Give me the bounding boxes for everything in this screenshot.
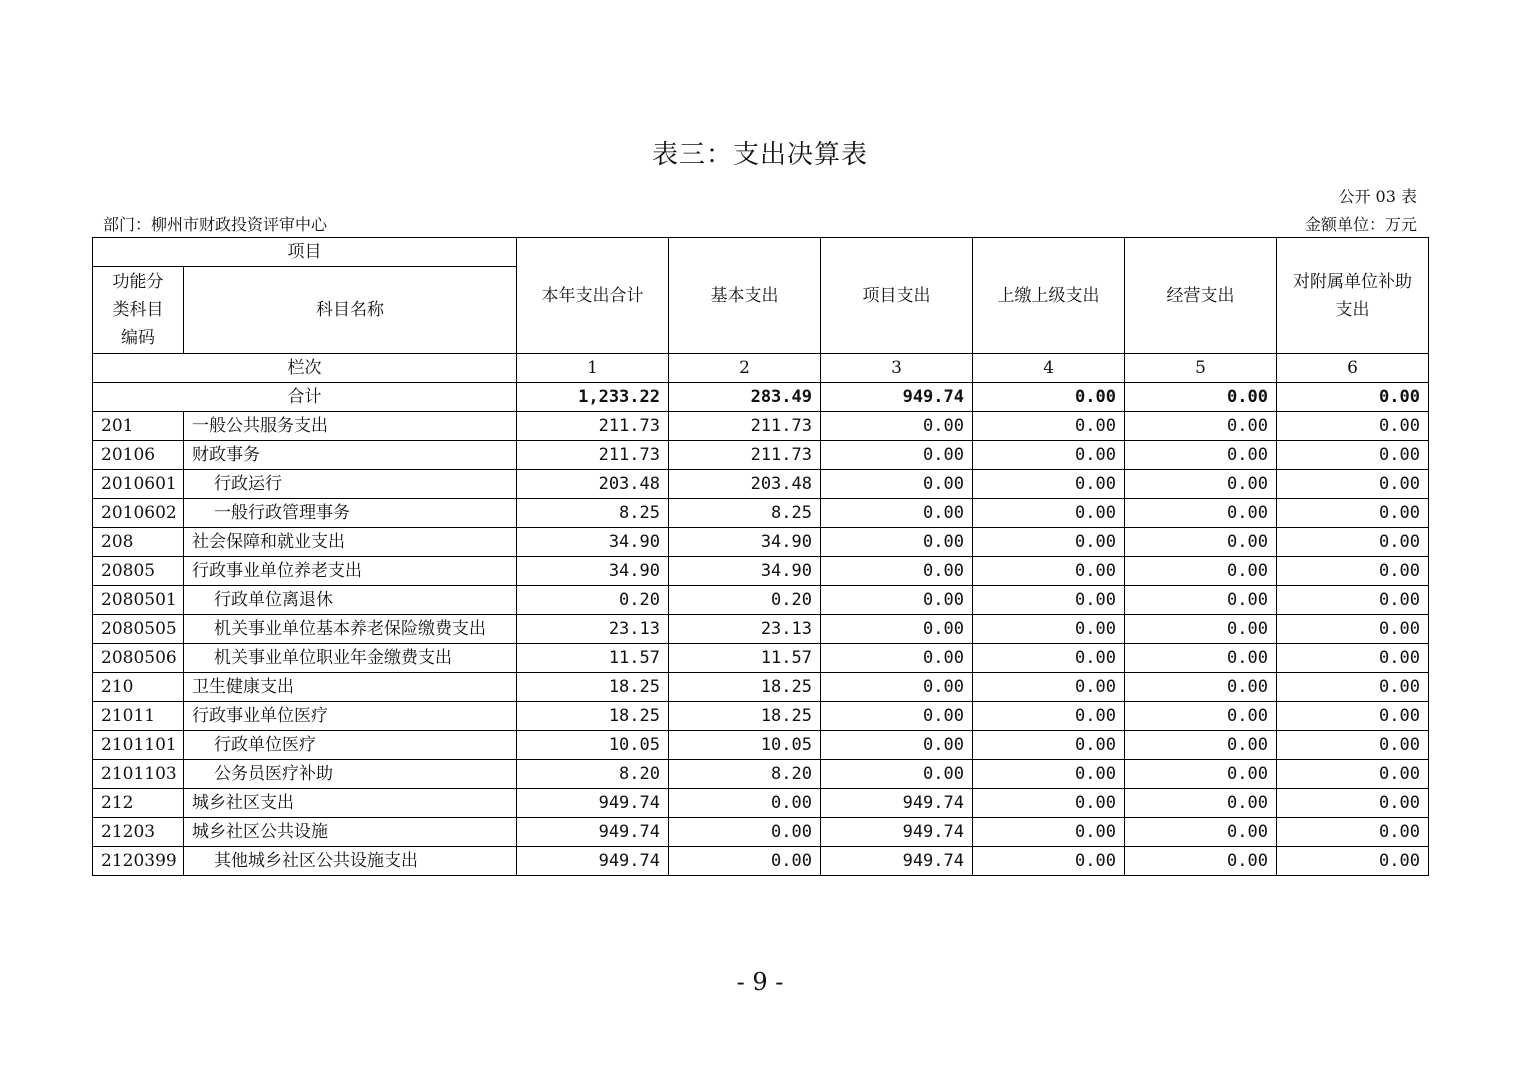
row-value: 0.00 bbox=[1277, 615, 1429, 644]
name-header: 科目名称 bbox=[184, 267, 517, 354]
row-value: 0.00 bbox=[1125, 499, 1277, 528]
row-value: 211.73 bbox=[669, 412, 821, 441]
row-value: 8.20 bbox=[669, 760, 821, 789]
row-value: 0.00 bbox=[1277, 441, 1429, 470]
total-label: 合计 bbox=[93, 383, 517, 412]
row-value: 34.90 bbox=[669, 528, 821, 557]
row-value: 0.00 bbox=[1277, 470, 1429, 499]
row-value: 0.00 bbox=[1277, 731, 1429, 760]
row-value: 0.00 bbox=[1277, 644, 1429, 673]
row-value: 0.00 bbox=[821, 470, 973, 499]
row-value: 0.00 bbox=[1125, 818, 1277, 847]
code-header: 功能分类科目编码 bbox=[93, 267, 184, 354]
row-code: 2010601 bbox=[93, 470, 184, 499]
table-row bbox=[93, 499, 1429, 528]
row-value: 0.00 bbox=[1277, 673, 1429, 702]
col-header-project: 项目支出 bbox=[821, 238, 973, 354]
row-name: 财政事务 bbox=[184, 441, 517, 470]
column-number: 4 bbox=[973, 354, 1125, 383]
col-header-basic: 基本支出 bbox=[669, 238, 821, 354]
row-code: 21203 bbox=[93, 818, 184, 847]
row-value: 0.00 bbox=[669, 818, 821, 847]
row-value: 0.00 bbox=[1277, 702, 1429, 731]
col-header-operating: 经营支出 bbox=[1125, 238, 1277, 354]
row-value: 0.00 bbox=[973, 702, 1125, 731]
row-value: 0.00 bbox=[1277, 818, 1429, 847]
row-value: 34.90 bbox=[517, 557, 669, 586]
row-value: 8.25 bbox=[517, 499, 669, 528]
row-value: 18.25 bbox=[669, 673, 821, 702]
row-value: 0.00 bbox=[1125, 441, 1277, 470]
table-row bbox=[93, 789, 1429, 818]
row-value: 23.13 bbox=[517, 615, 669, 644]
col-header-total: 本年支出合计 bbox=[517, 238, 669, 354]
table-row bbox=[93, 673, 1429, 702]
row-value: 0.00 bbox=[973, 412, 1125, 441]
row-name: 机关事业单位职业年金缴费支出 bbox=[184, 644, 517, 673]
table-row bbox=[93, 847, 1429, 876]
row-value: 0.00 bbox=[973, 760, 1125, 789]
row-name: 城乡社区公共设施 bbox=[184, 818, 517, 847]
row-value: 10.05 bbox=[669, 731, 821, 760]
row-value: 0.00 bbox=[973, 528, 1125, 557]
row-value: 0.00 bbox=[821, 731, 973, 760]
row-value: 0.00 bbox=[821, 702, 973, 731]
row-code: 201 bbox=[93, 412, 184, 441]
row-value: 0.00 bbox=[973, 470, 1125, 499]
row-value: 949.74 bbox=[821, 847, 973, 876]
row-code: 2080506 bbox=[93, 644, 184, 673]
row-value: 0.00 bbox=[973, 586, 1125, 615]
row-value: 0.00 bbox=[1277, 499, 1429, 528]
row-value: 0.20 bbox=[669, 586, 821, 615]
row-value: 0.00 bbox=[669, 847, 821, 876]
table-row bbox=[93, 586, 1429, 615]
row-value: 0.00 bbox=[1125, 847, 1277, 876]
row-name: 一般公共服务支出 bbox=[184, 412, 517, 441]
row-code: 2101103 bbox=[93, 760, 184, 789]
row-value: 0.00 bbox=[1125, 412, 1277, 441]
row-value: 949.74 bbox=[821, 789, 973, 818]
row-value: 18.25 bbox=[669, 702, 821, 731]
page-number: - 9 - bbox=[736, 968, 784, 996]
table-row bbox=[93, 760, 1429, 789]
column-number: 5 bbox=[1125, 354, 1277, 383]
row-value: 0.00 bbox=[821, 615, 973, 644]
table-row bbox=[93, 615, 1429, 644]
form-number: 公开 03 表 bbox=[1338, 187, 1417, 206]
row-value: 949.74 bbox=[821, 818, 973, 847]
row-code: 20106 bbox=[93, 441, 184, 470]
row-code: 208 bbox=[93, 528, 184, 557]
row-code: 2101101 bbox=[93, 731, 184, 760]
row-name: 行政运行 bbox=[184, 470, 517, 499]
page-title: 表三：支出决算表 bbox=[651, 140, 868, 170]
row-name: 一般行政管理事务 bbox=[184, 499, 517, 528]
row-value: 0.00 bbox=[973, 557, 1125, 586]
row-name: 城乡社区支出 bbox=[184, 789, 517, 818]
row-value: 0.00 bbox=[973, 615, 1125, 644]
row-value: 211.73 bbox=[517, 441, 669, 470]
row-name: 其他城乡社区公共设施支出 bbox=[184, 847, 517, 876]
row-name: 行政事业单位医疗 bbox=[184, 702, 517, 731]
row-value: 34.90 bbox=[517, 528, 669, 557]
row-value: 0.00 bbox=[1125, 702, 1277, 731]
row-value: 0.00 bbox=[1125, 586, 1277, 615]
department-label: 部门：柳州市财政投资评审中心 bbox=[103, 215, 328, 234]
row-value: 0.00 bbox=[821, 441, 973, 470]
row-code: 210 bbox=[93, 673, 184, 702]
row-value: 0.00 bbox=[1277, 789, 1429, 818]
row-value: 0.00 bbox=[821, 673, 973, 702]
row-value: 0.00 bbox=[1125, 528, 1277, 557]
total-row bbox=[93, 383, 1429, 412]
row-value: 0.00 bbox=[1125, 644, 1277, 673]
row-value: 0.00 bbox=[973, 847, 1125, 876]
row-value: 0.00 bbox=[821, 499, 973, 528]
row-value: 203.48 bbox=[669, 470, 821, 499]
row-value: 0.00 bbox=[821, 760, 973, 789]
row-code: 2010602 bbox=[93, 499, 184, 528]
amount-unit-label: 金额单位：万元 bbox=[1304, 215, 1417, 234]
row-value: 0.00 bbox=[1277, 557, 1429, 586]
row-code: 2120399 bbox=[93, 847, 184, 876]
table-row bbox=[93, 818, 1429, 847]
column-number-label: 栏次 bbox=[93, 354, 517, 383]
row-value: 0.00 bbox=[1125, 557, 1277, 586]
row-value: 11.57 bbox=[517, 644, 669, 673]
row-value: 0.00 bbox=[1125, 470, 1277, 499]
table-row bbox=[93, 441, 1429, 470]
column-number: 3 bbox=[821, 354, 973, 383]
total-value: 0.00 bbox=[973, 383, 1125, 412]
column-number: 6 bbox=[1277, 354, 1429, 383]
row-code: 2080505 bbox=[93, 615, 184, 644]
row-value: 0.00 bbox=[1277, 412, 1429, 441]
row-value: 949.74 bbox=[517, 847, 669, 876]
table-row bbox=[93, 528, 1429, 557]
row-value: 0.00 bbox=[1277, 847, 1429, 876]
table-row bbox=[93, 702, 1429, 731]
row-code: 20805 bbox=[93, 557, 184, 586]
row-name: 社会保障和就业支出 bbox=[184, 528, 517, 557]
row-value: 0.00 bbox=[1125, 760, 1277, 789]
total-value: 283.49 bbox=[669, 383, 821, 412]
col-header-remit: 上缴上级支出 bbox=[973, 238, 1125, 354]
table-row bbox=[93, 644, 1429, 673]
row-value: 0.00 bbox=[821, 644, 973, 673]
total-value: 949.74 bbox=[821, 383, 973, 412]
row-value: 18.25 bbox=[517, 673, 669, 702]
row-value: 0.20 bbox=[517, 586, 669, 615]
row-code: 21011 bbox=[93, 702, 184, 731]
total-value: 0.00 bbox=[1125, 383, 1277, 412]
row-value: 949.74 bbox=[517, 818, 669, 847]
row-value: 18.25 bbox=[517, 702, 669, 731]
row-value: 23.13 bbox=[669, 615, 821, 644]
table-row bbox=[93, 412, 1429, 441]
row-value: 0.00 bbox=[973, 673, 1125, 702]
row-value: 0.00 bbox=[1125, 789, 1277, 818]
row-code: 2080501 bbox=[93, 586, 184, 615]
column-number: 2 bbox=[669, 354, 821, 383]
row-name: 行政单位离退休 bbox=[184, 586, 517, 615]
table-row bbox=[93, 557, 1429, 586]
row-value: 0.00 bbox=[1277, 760, 1429, 789]
row-value: 0.00 bbox=[1125, 673, 1277, 702]
row-value: 0.00 bbox=[669, 789, 821, 818]
column-number: 1 bbox=[517, 354, 669, 383]
row-value: 0.00 bbox=[1277, 528, 1429, 557]
row-value: 949.74 bbox=[517, 789, 669, 818]
col-header-subsidy: 对附属单位补助支出 bbox=[1277, 238, 1429, 354]
row-code: 212 bbox=[93, 789, 184, 818]
table-row bbox=[93, 470, 1429, 499]
row-value: 0.00 bbox=[1125, 615, 1277, 644]
column-number-row bbox=[93, 354, 1429, 383]
row-value: 203.48 bbox=[517, 470, 669, 499]
row-value: 0.00 bbox=[821, 528, 973, 557]
item-header: 项目 bbox=[93, 238, 517, 267]
row-value: 211.73 bbox=[517, 412, 669, 441]
row-value: 8.20 bbox=[517, 760, 669, 789]
row-value: 11.57 bbox=[669, 644, 821, 673]
row-value: 0.00 bbox=[973, 499, 1125, 528]
row-value: 0.00 bbox=[973, 731, 1125, 760]
row-value: 8.25 bbox=[669, 499, 821, 528]
row-value: 0.00 bbox=[821, 557, 973, 586]
total-value: 1,233.22 bbox=[517, 383, 669, 412]
row-value: 0.00 bbox=[973, 441, 1125, 470]
table-row bbox=[93, 731, 1429, 760]
row-value: 34.90 bbox=[669, 557, 821, 586]
row-value: 0.00 bbox=[973, 644, 1125, 673]
row-name: 公务员医疗补助 bbox=[184, 760, 517, 789]
row-value: 10.05 bbox=[517, 731, 669, 760]
row-value: 0.00 bbox=[973, 818, 1125, 847]
row-name: 行政单位医疗 bbox=[184, 731, 517, 760]
row-value: 0.00 bbox=[821, 412, 973, 441]
row-value: 0.00 bbox=[1125, 731, 1277, 760]
row-value: 0.00 bbox=[973, 789, 1125, 818]
row-value: 0.00 bbox=[821, 586, 973, 615]
row-name: 行政事业单位养老支出 bbox=[184, 557, 517, 586]
row-value: 211.73 bbox=[669, 441, 821, 470]
row-name: 机关事业单位基本养老保险缴费支出 bbox=[184, 615, 517, 644]
total-value: 0.00 bbox=[1277, 383, 1429, 412]
row-value: 0.00 bbox=[1277, 586, 1429, 615]
expenditure-table bbox=[92, 237, 1429, 876]
row-name: 卫生健康支出 bbox=[184, 673, 517, 702]
header-row-1 bbox=[93, 238, 1429, 267]
